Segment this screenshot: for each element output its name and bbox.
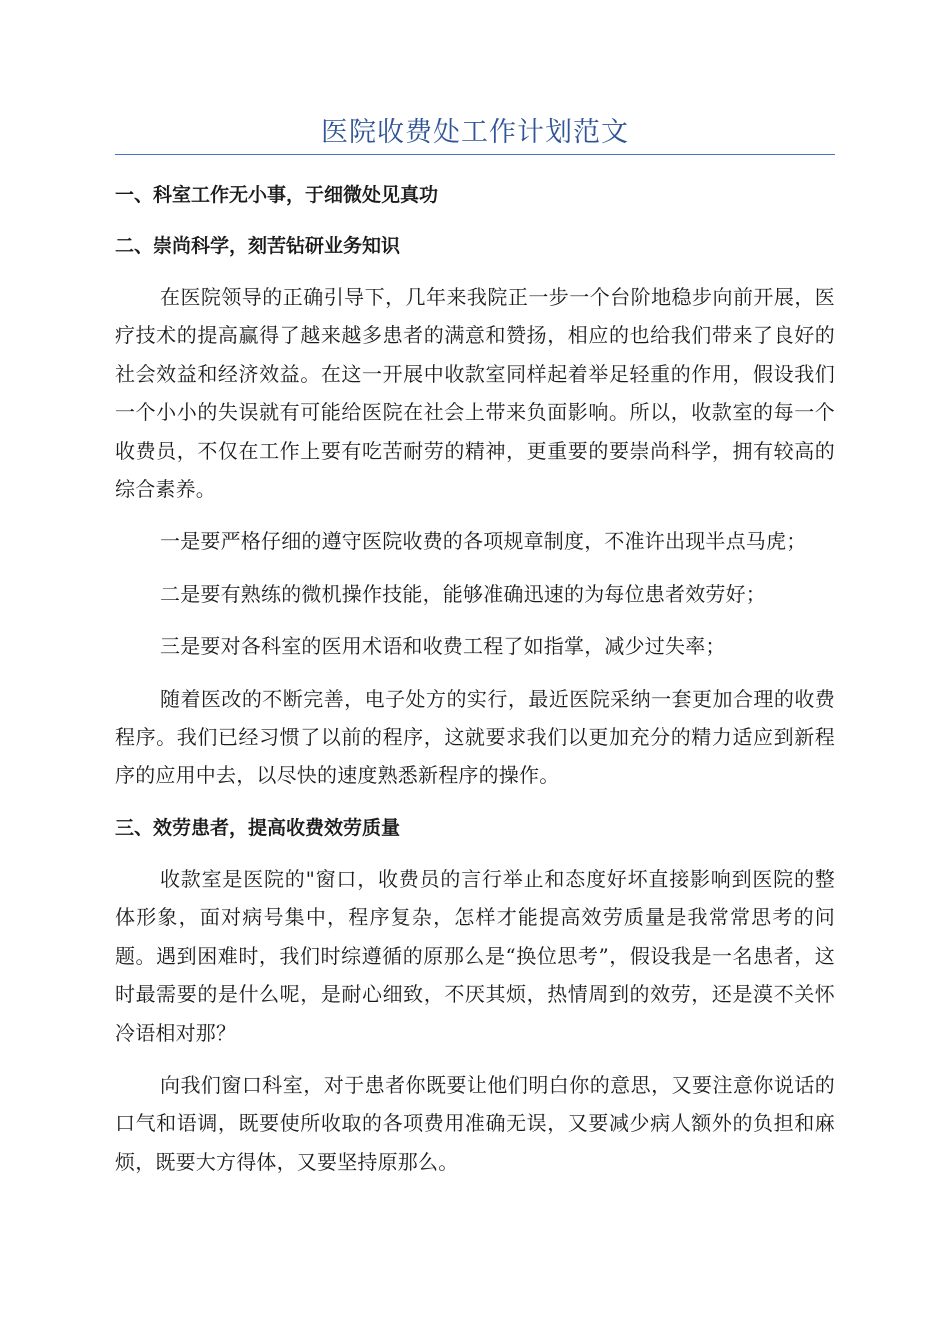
- body-paragraph: 随着医改的不断完善，电子处方的实行，最近医院采纳一套更加合理的收费程序。我们已经习惯了以前的程序，这就要求我们以更加充分的精力适应到新程序的应用中去，以尽快的速度熟悉新程序的操作。: [115, 686, 835, 788]
- body-paragraph: 三是要对各科室的医用术语和收费工程了如指掌，减少过失率；: [160, 634, 726, 659]
- body-paragraph: 向我们窗口科室，对于患者你既要让他们明白你的意思，又要注意你说话的口气和语调，既要使所收取的各项费用准确无误，又要减少病人额外的负担和麻烦，既要大方得体，又要坚持原那么。: [115, 1072, 835, 1174]
- body-paragraph: 收款室是医院的"窗口，收费员的言行举止和态度好坏直接影响到医院的整体形象，面对病号集中，程序复杂，怎样才能提高效劳质量是我常常思考的问题。遇到困难时，我们时综遵循的原那么是“换位思考”，假设我是一名患者，这时最需要的是什么呢，是耐心细致，不厌其烦，热情周到的效劳，还是漠不关怀冷语相对那？: [115, 866, 835, 1045]
- body-paragraph: 二是要有熟练的微机操作技能，能够准确迅速的为每位患者效劳好；: [160, 581, 766, 606]
- document-title: 医院收费处工作计划范文: [321, 117, 629, 148]
- body-paragraph: 在医院领导的正确引导下，几年来我院正一步一个台阶地稳步向前开展，医疗技术的提高赢得了越来越多患者的满意和赞扬，相应的也给我们带来了良好的社会效益和经济效益。在这一开展中收款室同样起着举足轻重的作用，假设我们一个小小的失误就有可能给医院在社会上带来负面影响。所以，收款室的每一个收费员，不仅在工作上要有吃苦耐劳的精神，更重要的要崇尚科学，拥有较高的综合素养。: [115, 285, 835, 502]
- section-heading-2: 二、崇尚科学，刻苦钻研业务知识: [115, 235, 401, 257]
- section-heading-1: 一、科室工作无小事，于细微处见真功: [115, 184, 439, 206]
- title-underline: [115, 154, 835, 155]
- section-heading-3: 三、效劳患者，提高收费效劳质量: [115, 816, 401, 839]
- document-body: [115, 176, 835, 1195]
- body-paragraph: 一是要严格仔细的遵守医院收费的各项规章制度，不准许出现半点马虎；: [160, 529, 807, 554]
